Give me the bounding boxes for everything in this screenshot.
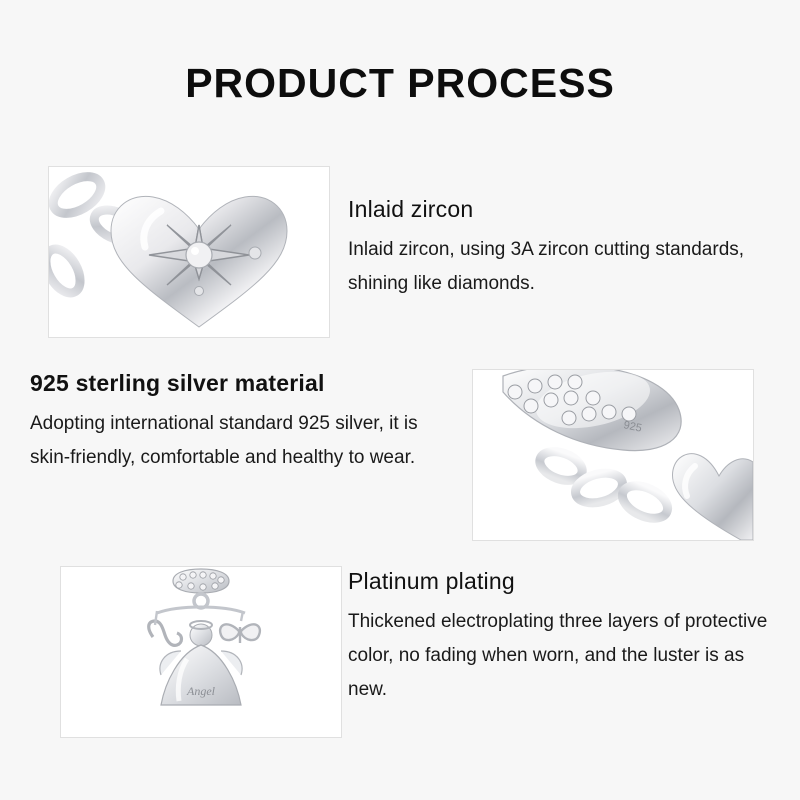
section-heading-platinum-plating: Platinum plating [348,568,515,594]
section-heading-sterling-silver: 925 sterling silver material [30,370,325,396]
pave-bail-illustration [473,370,753,540]
section-text-inlaid-zircon [348,196,778,301]
section-image-inlaid-zircon [48,166,330,338]
angel-charm-illustration [61,567,341,737]
heart-charm-illustration [49,167,329,337]
section-body-platinum-plating: Thickened electroplating three layers of protective color, no fading when worn, and the luster is as new. [348,611,768,700]
section-text-sterling-silver [30,370,460,475]
page-title: PRODUCT PROCESS [185,60,615,106]
section-image-platinum-plating [60,566,342,738]
stamp-925-text: 925 [622,419,643,435]
section-image-sterling-silver [472,369,754,541]
section-body-inlaid-zircon: Inlaid zircon, using 3A zircon cutting standards, shining like diamonds. [348,239,745,294]
section-body-sterling-silver: Adopting international standard 925 silver, it is skin-friendly, comfortable and healthy to wear. [30,413,418,468]
section-heading-inlaid-zircon: Inlaid zircon [348,196,474,222]
angel-word-text: Angel [187,684,215,698]
section-text-platinum-plating [348,568,788,707]
